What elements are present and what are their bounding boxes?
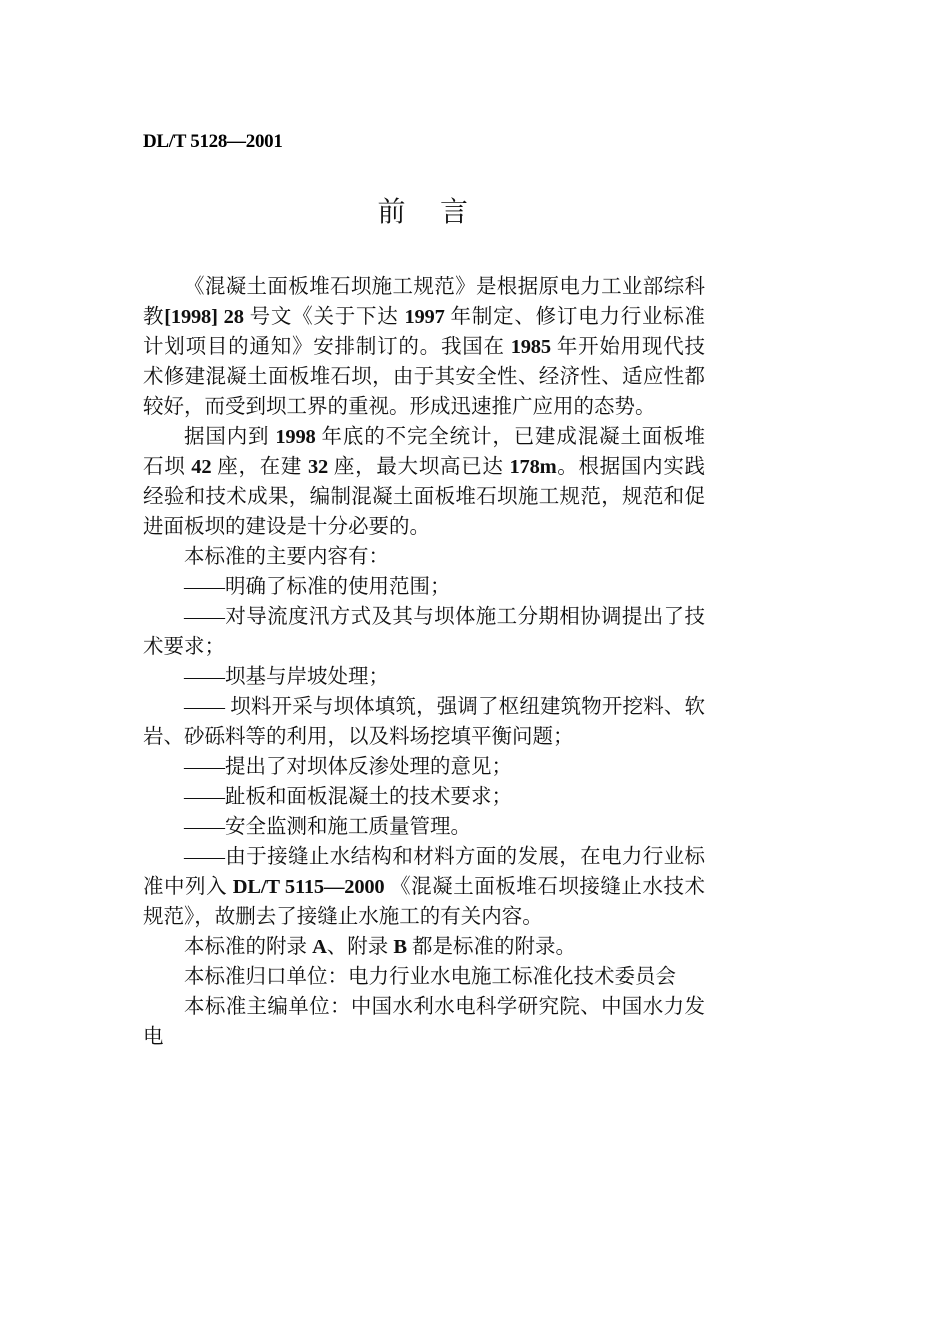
page-title xyxy=(143,190,703,230)
p2-segment-g: 座，最大坝高已达 xyxy=(328,456,510,478)
p2-segment-c: 年底的不完全统计，已建成混凝土面板堆石坝 xyxy=(143,426,705,478)
p2-count-building: 32 xyxy=(307,456,329,478)
p1-segment-a: 《混凝土面板堆石坝施工规范》是根据原电力工业部综科教 xyxy=(143,276,705,328)
list-item-1: ——明确了标准的使用范围； xyxy=(184,576,451,598)
list-item-6: ——趾板和面板混凝土的技术要求； xyxy=(184,786,512,808)
p1-year-1997: 1997 xyxy=(404,306,445,328)
p4-appendix-a: A xyxy=(312,936,327,958)
p4-segment-a: 本标准的附录 xyxy=(184,936,313,958)
p1-segment-g: 年制定、修订电力行业标准计划项目的通知》安排制订的。我国在 xyxy=(143,306,706,358)
item8-standard-code: DL/T 5115—2000 xyxy=(232,876,385,898)
section-title-char-1: 前 xyxy=(377,197,406,228)
p1-segment-e: 号文《关于下达 xyxy=(243,306,405,328)
p2-segment-a: 据国内到 xyxy=(184,426,276,448)
paragraph-3: 本标准的主要内容有： xyxy=(184,546,389,568)
paragraph-5-administering-body: 本标准归口单位：电力行业水电施工标准化技术委员会 xyxy=(184,966,676,988)
paragraph-1 xyxy=(143,272,705,422)
list-item-2: ——对导流度汛方式及其与坝体施工分期相协调提出了技术要求； xyxy=(143,606,705,658)
p1-bracket-year: [1998] xyxy=(164,306,218,328)
p2-segment-i: 。根据国内实践经验和技术成果，编制混凝土面板堆石坝施工规范，规范和促进面板坝的建设是十分必要的。 xyxy=(143,456,706,538)
paragraph-4 xyxy=(143,932,705,962)
list-item-4: —— 坝料开采与坝体填筑，强调了枢纽建筑物开挖料、软岩、砂砾料等的利用，以及料场挖填平衡问题； xyxy=(143,696,705,748)
running-header: DL/T 5128—2001 xyxy=(143,131,283,152)
p2-count-built: 42 xyxy=(191,456,212,478)
body-text-column xyxy=(143,272,705,1052)
p1-year-1985: 1985 xyxy=(510,336,551,358)
list-item-5: ——提出了对坝体反渗处理的意见； xyxy=(184,756,512,778)
p2-segment-e: 座，在建 xyxy=(211,456,308,478)
p2-year-1998: 1998 xyxy=(275,426,316,448)
item8-segment-c: 《混凝土面板堆石坝接缝止水技术规范》，故删去了接缝止水施工的有关内容。 xyxy=(143,876,706,928)
p4-appendix-b: B xyxy=(393,936,407,958)
p4-segment-e: 都是标准的附录。 xyxy=(406,936,576,958)
item8-segment-a: ——由于接缝止水结构和材料方面的发展，在电力行业标准中列入 xyxy=(143,846,705,898)
paragraph-2 xyxy=(143,422,705,542)
paragraph-6-chief-editor-body: 本标准主编单位：中国水利水电科学研究院、中国水力发电 xyxy=(143,996,705,1048)
list-item-7: ——安全监测和施工质量管理。 xyxy=(184,816,471,838)
p1-doc-number: 28 xyxy=(223,306,244,328)
p2-max-height: 178m xyxy=(509,456,557,478)
section-title-char-2: 言 xyxy=(440,197,469,228)
p4-segment-c: 、附录 xyxy=(326,936,394,958)
list-item-8 xyxy=(143,842,705,932)
list-item-3: ——坝基与岸坡处理； xyxy=(184,666,389,688)
p1-segment-i: 年开始用现代技术修建混凝土面板堆石坝，由于其安全性、经济性、适应性都较好，而受到坝工界的重视。形成迅速推广应用的态势。 xyxy=(143,336,706,418)
